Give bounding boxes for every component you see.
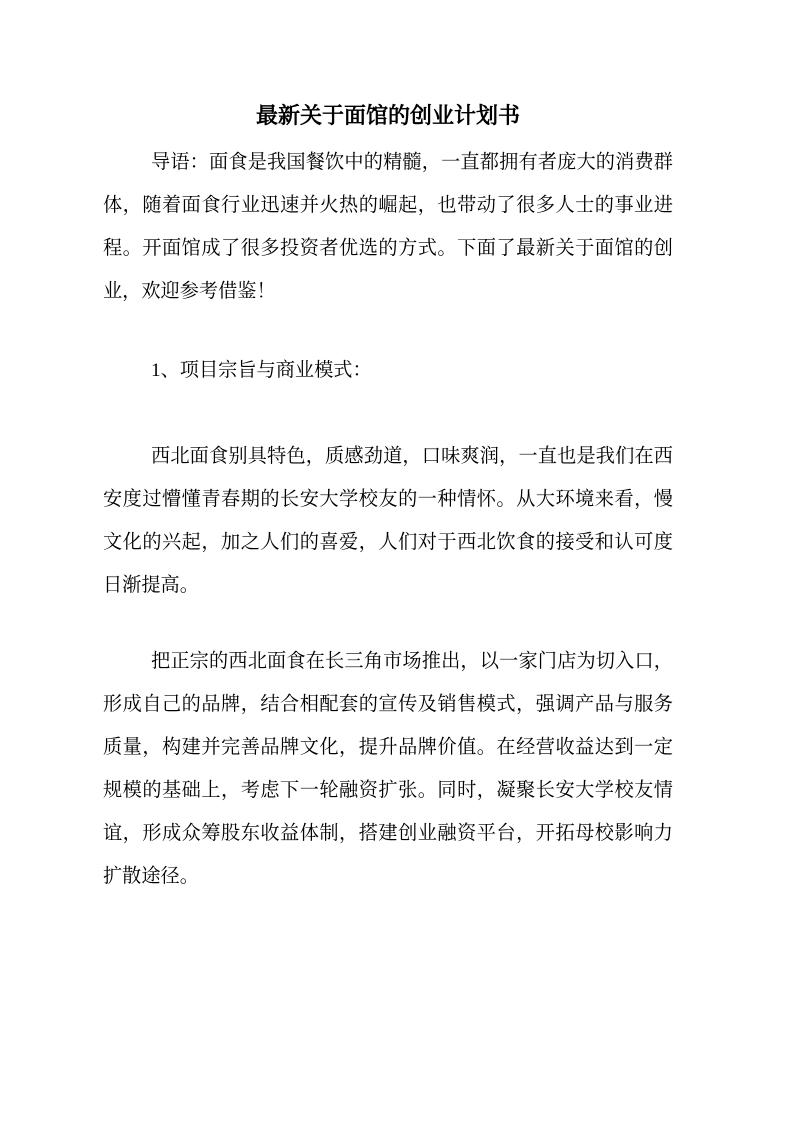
body-paragraph-1: 西北面食别具特色，质感劲道，口味爽润，一直也是我们在西安度过懵懂青春期的长安大学校友的一种情怀。从大环境来看，慢文化的兴起，加之人们的喜爱，人们对于西北饮食的接受和认可度日渐提高。: [103, 446, 673, 596]
body-paragraph-2: 把正宗的西北面食在长三角市场推出，以一家门店为切入口，形成自己的品牌，结合相配套的宣传及销售模式，强调产品与服务质量，构建并完善品牌文化，提升品牌价值。在经营收益达到一定规模的基础上，考虑下一轮融资扩张。同时，凝聚长安大学校友情谊，形成众筹股东收益体制，搭建创业融资平台，开拓母校影响力扩散途径。: [103, 651, 673, 887]
section-heading: 1、项目宗旨与商业模式：: [151, 360, 372, 381]
document-title: 最新关于面馆的创业计划书: [255, 103, 520, 128]
intro-paragraph: 导语：面食是我国餐饮中的精髓，一直都拥有者庞大的消费群体，随着面食行业迅速并火热的崛起，也带动了很多人士的事业进程。开面馆成了很多投资者优选的方式。下面了最新关于面馆的创业，欢迎参考借鉴！: [103, 152, 673, 302]
